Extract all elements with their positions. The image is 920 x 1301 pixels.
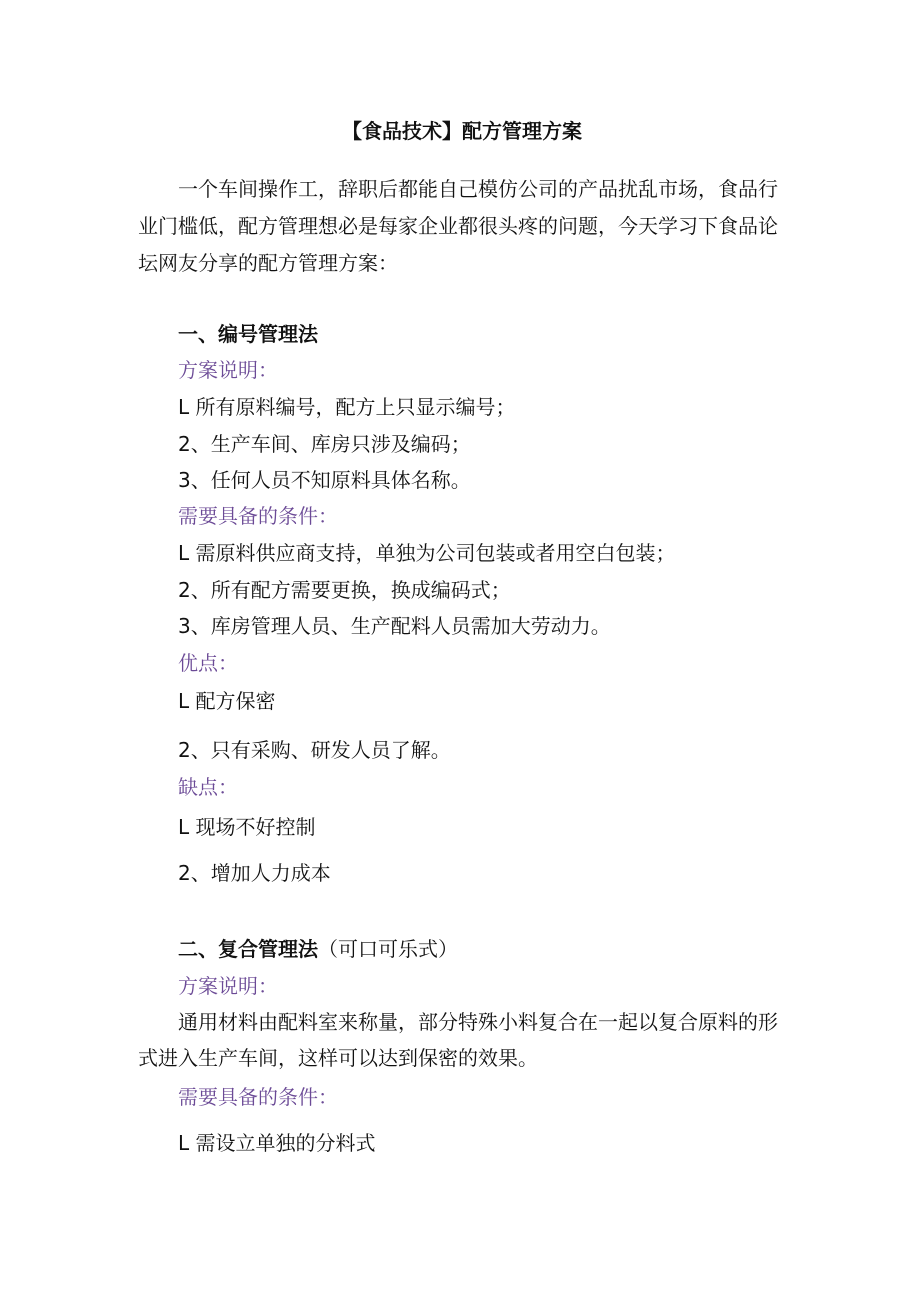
section1-cons-item: L 现场不好控制 (178, 815, 316, 839)
section1-plan-label: 方案说明： (178, 358, 278, 382)
section1-cons-item: 2、增加人力成本 (178, 861, 331, 885)
section1-cond-item: L 需原料供应商支持，单独为公司包装或者用空白包装； (178, 541, 676, 565)
intro-line-1: 一个车间操作工，辞职后都能自己模仿公司的产品扰乱市场，食品行 (178, 177, 778, 201)
section2-heading-text: 二、复合管理法 (178, 937, 318, 961)
section1-pros-label: 优点： (178, 651, 238, 675)
section1-plan-item: 3、任何人员不知原料具体名称。 (178, 468, 471, 492)
section1-cons-label: 缺点： (178, 775, 238, 799)
section1-pros-item: 2、只有采购、研发人员了解。 (178, 738, 451, 762)
section1-cond-item: 3、库房管理人员、生产配料人员需加大劳动力。 (178, 614, 611, 638)
section1-pros-item: L 配方保密 (178, 689, 276, 713)
section1-cond-item: 2、所有配方需要更换，换成编码式； (178, 578, 511, 602)
section2-heading (178, 937, 458, 961)
document-title: 【食品技术】配方管理方案 (342, 119, 582, 143)
section2-cond-item: L 需设立单独的分料式 (178, 1131, 376, 1155)
section2-cond-label: 需要具备的条件： (178, 1085, 338, 1109)
section1-heading: 一、编号管理法 (178, 322, 318, 346)
section2-heading-paren: （可口可乐式） (318, 937, 458, 961)
section1-plan-item: L 所有原料编号，配方上只显示编号； (178, 395, 516, 419)
section2-plan-line-1: 通用材料由配料室来称量，部分特殊小料复合在一起以复合原料的形 (178, 1010, 778, 1034)
section2-plan-label: 方案说明： (178, 974, 278, 998)
section1-plan-item: 2、生产车间、库房只涉及编码； (178, 432, 471, 456)
intro-line-3: 坛网友分享的配方管理方案： (138, 251, 398, 275)
section1-cond-label: 需要具备的条件： (178, 504, 338, 528)
section2-plan-line-2: 式进入生产车间，这样可以达到保密的效果。 (138, 1046, 538, 1070)
intro-line-2: 业门槛低，配方管理想必是每家企业都很头疼的问题，今天学习下食品论 (138, 214, 778, 238)
